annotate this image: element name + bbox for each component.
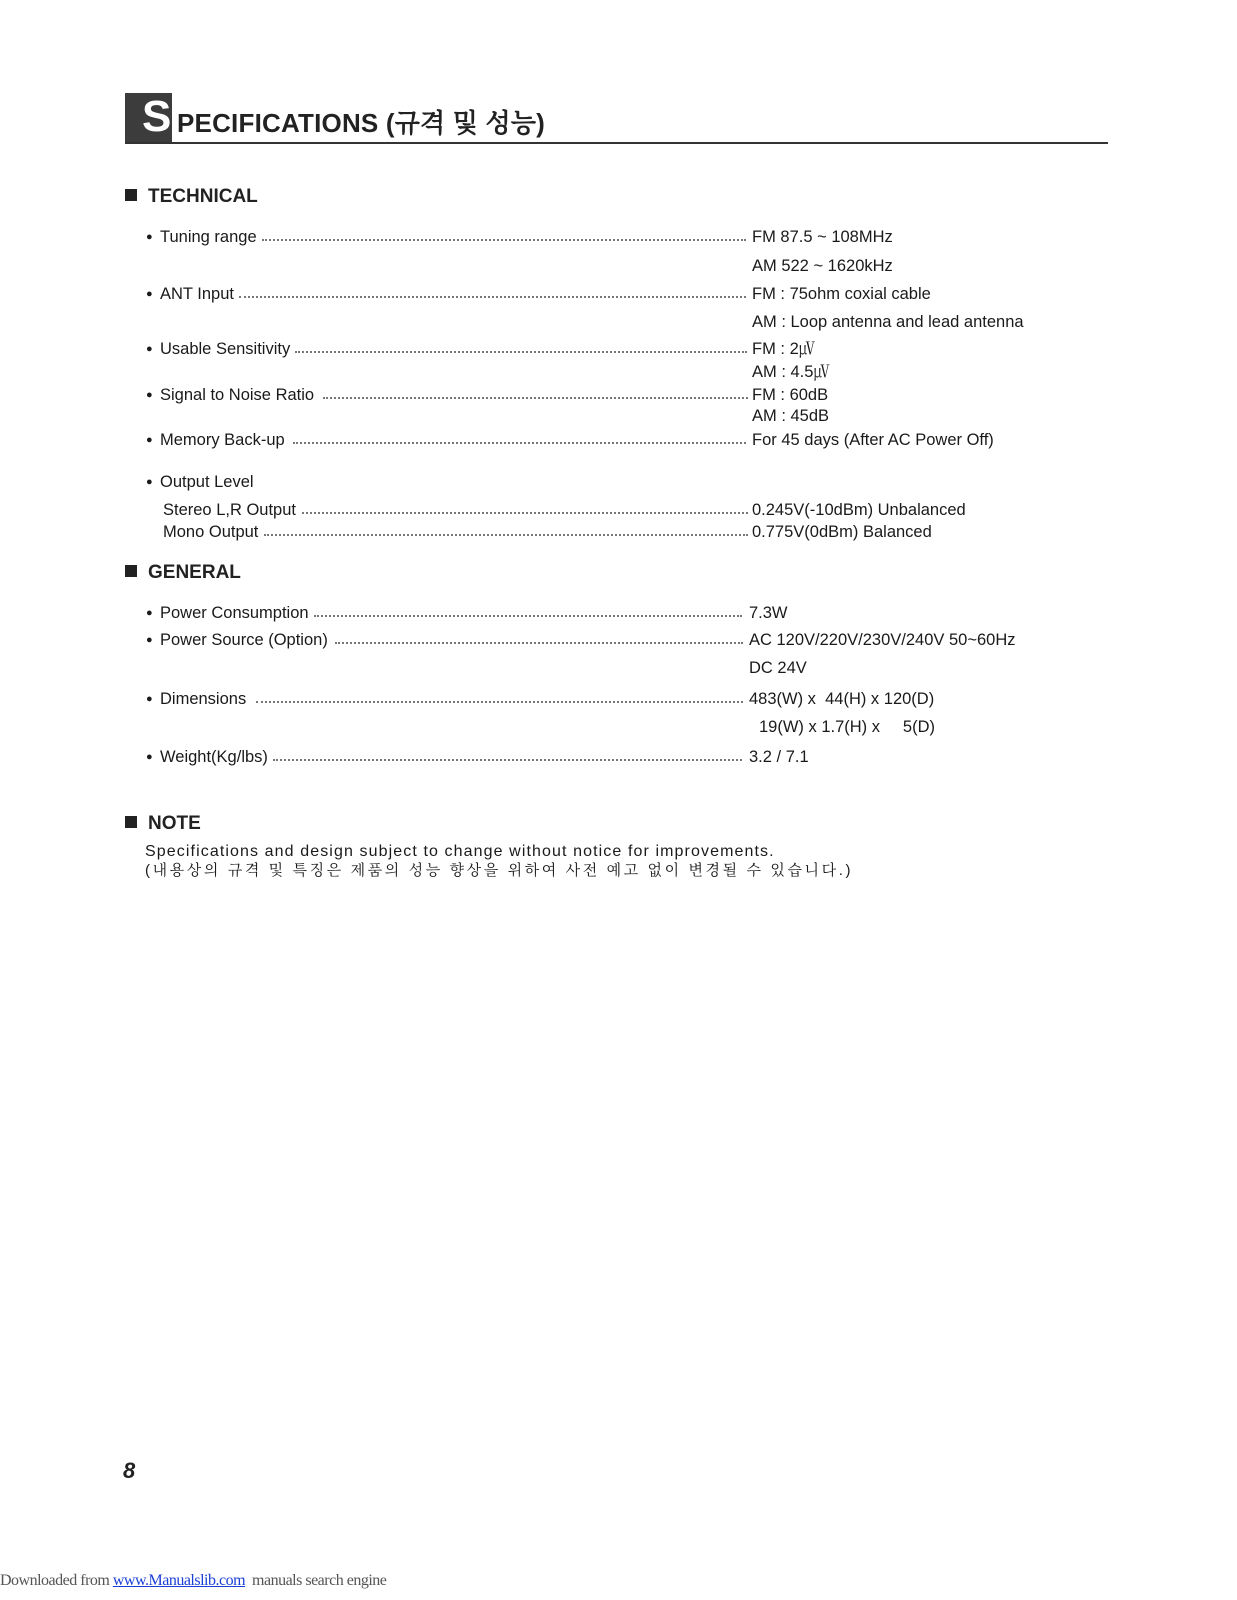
footer-prefix: Downloaded from	[0, 1572, 113, 1589]
spec-value-weight: 3.2 / 7.1	[749, 748, 809, 766]
spec-value-ant-am: AM : Loop antenna and lead antenna	[752, 313, 1024, 331]
spec-value-tuning-fm: FM 87.5 ~ 108MHz	[752, 228, 893, 246]
bullet-icon: ●	[146, 693, 153, 705]
section-note-heading: NOTE	[125, 813, 201, 835]
spec-label-tuning-range: ● Tuning range	[146, 228, 257, 246]
footer-manualslib-link[interactable]: www.Manualslib.com	[112, 1572, 246, 1589]
spec-value-sensitivity-fm: FM : 2㎶	[752, 340, 816, 358]
note-text-english: Specifications and design subject to change without notice for improvements.	[145, 843, 775, 860]
bullet-icon: ●	[146, 476, 153, 488]
spec-value-mono-output: 0.775V(0dBm) Balanced	[752, 523, 932, 541]
spec-label-memory-backup: ● Memory Back-up	[146, 431, 285, 449]
title-initial-box	[125, 93, 172, 142]
leader-dots	[273, 759, 742, 761]
section-general-heading: GENERAL	[125, 562, 241, 584]
spec-label-output-level: ● Output Level	[146, 473, 254, 491]
bullet-icon: ●	[146, 607, 153, 619]
title-initial: S	[142, 92, 172, 141]
spec-label-dimensions: ● Dimensions	[146, 690, 247, 708]
spec-label-usable-sensitivity: ● Usable Sensitivity	[146, 340, 291, 358]
spec-value-stereo-output: 0.245V(-10dBm) Unbalanced	[752, 501, 966, 519]
bullet-icon: ●	[146, 231, 153, 243]
section-technical-heading: TECHNICAL	[125, 186, 258, 208]
square-bullet-icon	[125, 189, 137, 201]
leader-dots	[239, 296, 746, 298]
spec-value-dimensions-inch: 19(W) x 1.7(H) x 5(D)	[759, 718, 936, 736]
leader-dots	[295, 351, 747, 353]
footer-suffix: manuals search engine	[245, 1572, 387, 1589]
leader-dots	[302, 512, 748, 514]
spec-value-power-source-dc: DC 24V	[749, 659, 807, 677]
leader-dots	[335, 642, 743, 644]
spec-label-mono-output: Mono Output	[163, 523, 259, 541]
leader-dots	[323, 397, 748, 399]
note-text-korean: (내용상의 규격 및 특징은 제품의 성능 향상을 위하여 사전 예고 없이 변경될 수 있습니다.)	[145, 862, 854, 879]
spec-label-snr: ● Signal to Noise Ratio	[146, 386, 315, 404]
spec-value-snr-fm: FM : 60dB	[752, 386, 829, 404]
bullet-icon: ●	[146, 343, 153, 355]
square-bullet-icon	[125, 816, 137, 828]
footer-download-note	[0, 1572, 386, 1590]
square-bullet-icon	[125, 565, 137, 577]
spec-label-power-source: ● Power Source (Option)	[146, 631, 328, 649]
spec-value-power-consumption: 7.3W	[749, 604, 788, 622]
bullet-icon: ●	[146, 634, 153, 646]
spec-label-stereo-output: Stereo L,R Output	[163, 501, 296, 519]
bullet-icon: ●	[146, 389, 153, 401]
spec-value-ant-fm: FM : 75ohm coxial cable	[752, 285, 931, 303]
leader-dots	[264, 534, 748, 536]
bullet-icon: ●	[146, 288, 153, 300]
title-text: PECIFICATIONS (규격 및 성능)	[177, 108, 546, 138]
spec-value-sensitivity-am: AM : 4.5㎶	[752, 363, 830, 381]
page-number: 8	[123, 1458, 136, 1483]
bullet-icon: ●	[146, 434, 153, 446]
leader-dots	[262, 239, 746, 241]
bullet-icon: ●	[146, 751, 153, 763]
spec-label-ant-input: ● ANT Input	[146, 285, 234, 303]
page-title	[125, 92, 1108, 144]
spec-value-snr-am: AM : 45dB	[752, 407, 830, 425]
spec-label-weight: ● Weight(Kg/lbs)	[146, 748, 268, 766]
spec-value-memory-backup: For 45 days (After AC Power Off)	[752, 431, 994, 449]
spec-value-tuning-am: AM 522 ~ 1620kHz	[752, 257, 893, 275]
spec-value-power-source-ac: AC 120V/220V/230V/240V 50~60Hz	[749, 631, 1016, 649]
spec-label-power-consumption: ● Power Consumption	[146, 604, 309, 622]
spec-value-dimensions-mm: 483(W) x 44(H) x 120(D)	[749, 690, 935, 708]
leader-dots	[314, 615, 742, 617]
leader-dots	[293, 442, 746, 444]
leader-dots	[256, 701, 743, 703]
